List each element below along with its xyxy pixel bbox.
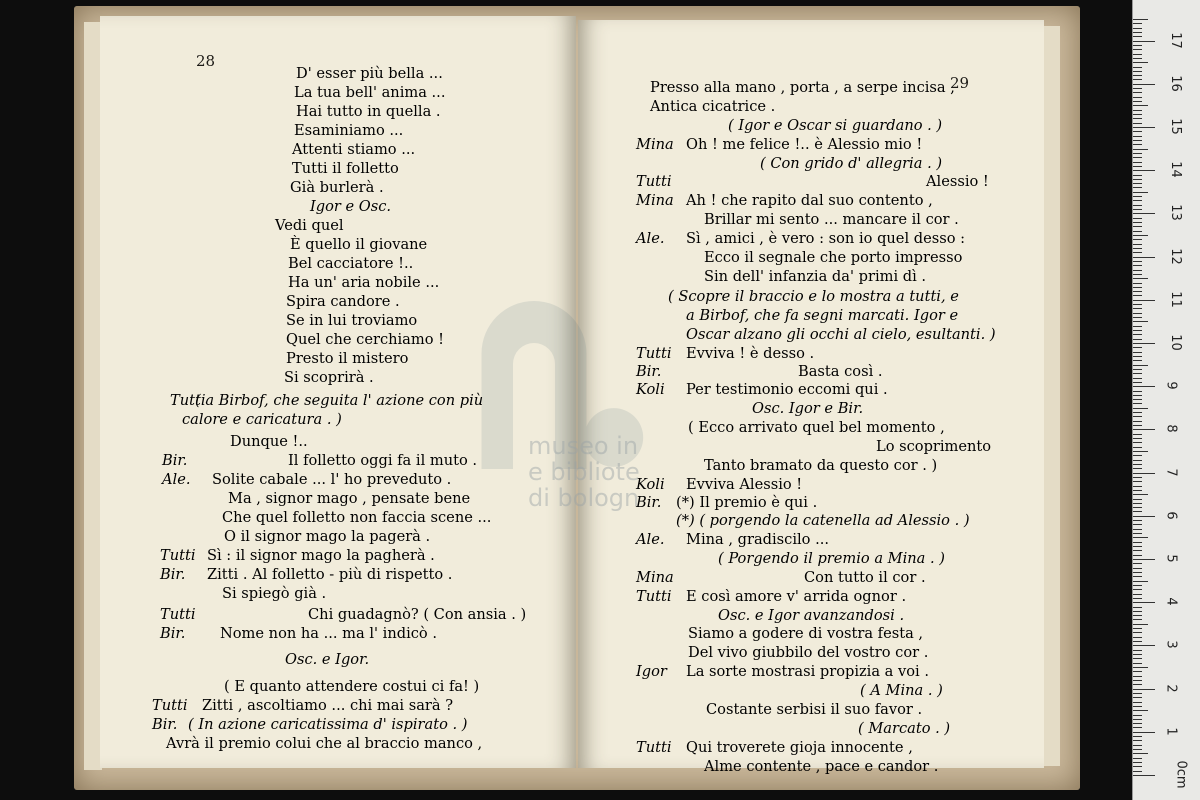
ruler-tick <box>1133 455 1142 456</box>
ruler-tick <box>1133 23 1142 24</box>
ruler-label: 14 <box>1167 161 1183 178</box>
ruler-tick <box>1133 680 1142 681</box>
ruler-tick <box>1133 658 1142 659</box>
left-page-line: Si scoprirà . <box>284 369 374 386</box>
left-page-line: ( In azione caricatissima d' ispirato . ) <box>188 716 468 733</box>
ruler-label: 12 <box>1167 247 1183 265</box>
ruler-tick <box>1133 149 1148 150</box>
ruler-tick <box>1133 352 1142 353</box>
left-page-line: Quel che cerchiamo ! <box>286 331 445 348</box>
ruler-tick <box>1133 503 1142 504</box>
right-page-line: ( A Mina . ) <box>860 682 943 699</box>
speaker-label: Mina <box>636 569 674 586</box>
ruler-tick <box>1133 131 1142 132</box>
ruler-tick <box>1133 231 1142 232</box>
ruler-tick <box>1133 490 1142 491</box>
left-page-line: Ma , signor mago , pensate bene <box>228 490 471 507</box>
left-page-line: Ha un' aria nobile ... <box>288 274 440 291</box>
ruler-tick <box>1133 192 1148 193</box>
left-page-line: Sì : il signor mago la pagherà . <box>207 547 435 564</box>
ruler-tick <box>1133 758 1142 759</box>
right-page-line: ( Scopre il braccio e lo mostra a tutti, e <box>668 288 959 305</box>
ruler-tick <box>1133 589 1142 590</box>
right-page-line: Ah ! che rapito dal suo contento , <box>686 192 933 209</box>
ruler-tick <box>1133 442 1142 443</box>
ruler-label: 2 <box>1163 683 1179 693</box>
ruler-tick <box>1133 594 1142 595</box>
ruler-tick <box>1133 598 1142 599</box>
ruler-tick <box>1133 403 1142 404</box>
ruler-tick <box>1133 762 1142 763</box>
ruler-tick <box>1133 740 1142 741</box>
ruler-tick <box>1133 654 1142 655</box>
ruler-tick <box>1133 425 1142 426</box>
speaker-label: Bir. <box>636 494 662 511</box>
ruler-tick <box>1133 84 1155 85</box>
ruler-tick <box>1133 175 1142 176</box>
ruler-tick <box>1133 745 1142 746</box>
ruler-tick <box>1133 196 1142 197</box>
right-page-line: (*) ( porgendo la catenella ad Alessio . ) <box>676 512 970 529</box>
speaker-label: Tutti <box>636 588 672 605</box>
ruler-tick <box>1133 766 1142 767</box>
left-page-line: Dunque !.. <box>230 433 308 450</box>
ruler-tick <box>1133 684 1142 685</box>
ruler-tick <box>1133 429 1155 430</box>
left-page-line: Bel cacciatore !.. <box>288 255 414 272</box>
ruler-tick <box>1133 41 1155 42</box>
ruler-tick <box>1133 533 1142 534</box>
ruler-tick <box>1133 736 1142 737</box>
ruler-tick <box>1133 464 1142 465</box>
ruler-tick <box>1133 304 1142 305</box>
left-page-line: Tutti il folletto <box>292 160 399 177</box>
left-page-line: ( a Birbof, che seguita l' azione con più <box>195 392 484 409</box>
left-page-line: Osc. e Igor. <box>285 651 370 668</box>
ruler-tick <box>1133 179 1142 180</box>
left-page-line: Chi guadagnò? ( Con ansia . ) <box>308 606 527 623</box>
right-page-line: Del vivo giubbilo del vostro cor . <box>688 644 929 661</box>
ruler-tick <box>1133 667 1148 668</box>
speaker-label: Tutti <box>636 173 672 190</box>
ruler-tick <box>1133 205 1142 206</box>
right-page-line: Osc. Igor e Bir. <box>752 400 864 417</box>
ruler-label: 3 <box>1163 640 1179 650</box>
left-page-line: Nome non ha ... ma l' indicò . <box>220 625 437 642</box>
ruler-tick <box>1133 563 1142 564</box>
ruler-tick <box>1133 369 1142 370</box>
ruler-tick <box>1133 494 1148 495</box>
ruler-tick <box>1133 252 1142 253</box>
ruler-tick <box>1133 546 1142 547</box>
right-page-line: Ecco il segnale che porto impresso <box>704 249 963 266</box>
ruler-tick <box>1133 317 1142 318</box>
left-page-line: Si spiegò già . <box>222 585 327 602</box>
ruler-tick <box>1133 572 1142 573</box>
ruler-tick <box>1133 308 1142 309</box>
ruler-tick <box>1133 619 1142 620</box>
ruler-tick <box>1133 19 1148 20</box>
ruler-tick <box>1133 373 1142 374</box>
ruler-tick <box>1133 542 1142 543</box>
right-page-line: Alme contente , pace e candor . <box>704 758 939 775</box>
right-page-line: E così amore v' arrida ognor . <box>686 588 907 605</box>
ruler-tick <box>1133 468 1142 469</box>
speaker-label: Koli <box>636 381 665 398</box>
ruler-tick <box>1133 54 1142 55</box>
ruler-tick <box>1133 511 1142 512</box>
ruler-tick <box>1133 321 1148 322</box>
left-page-line: ( E quanto attendere costui ci fa! ) <box>224 678 480 695</box>
ruler-tick <box>1133 32 1142 33</box>
ruler-tick <box>1133 585 1142 586</box>
ruler-tick <box>1133 749 1142 750</box>
right-page-line: Sin dell' infanzia da' primi dì . <box>704 268 927 285</box>
left-page-line: D' esser più bella ... <box>296 65 443 82</box>
right-page-line: Qui troverete gioja innocente , <box>686 739 913 756</box>
right-page-line: Oh ! me felice !.. è Alessio mio ! <box>686 136 923 153</box>
ruler-tick <box>1133 771 1142 772</box>
ruler-tick <box>1133 278 1148 279</box>
ruler-tick <box>1133 49 1142 50</box>
right-page-line: ( Porgendo il premio a Mina . ) <box>718 550 945 567</box>
ruler-tick <box>1133 624 1148 625</box>
left-page-line: Esaminiamo ... <box>294 122 404 139</box>
ruler-tick <box>1133 118 1142 119</box>
ruler-tick <box>1133 360 1142 361</box>
ruler-tick <box>1133 347 1142 348</box>
ruler-tick <box>1133 36 1142 37</box>
ruler-tick <box>1133 645 1155 646</box>
watermark-line3: di bologn <box>528 484 640 512</box>
left-page-line: O il signor mago la pagerà . <box>224 528 431 545</box>
ruler-tick <box>1133 92 1142 93</box>
right-page-line: Oscar alzano gli occhi al cielo, esultanti. ) <box>686 326 996 343</box>
ruler-label: 7 <box>1163 467 1179 477</box>
ruler-tick <box>1133 67 1142 68</box>
ruler-tick <box>1133 555 1142 556</box>
speaker-label: Tutti <box>152 697 188 714</box>
ruler-tick <box>1133 79 1142 80</box>
watermark-line2: e bibliote <box>528 458 640 486</box>
ruler-tick <box>1133 671 1142 672</box>
ruler-tick <box>1133 602 1155 603</box>
ruler-tick <box>1133 615 1142 616</box>
ruler-tick <box>1133 689 1155 690</box>
scale-ruler <box>1132 0 1200 800</box>
watermark-line1: museo in <box>528 432 639 460</box>
ruler-tick <box>1133 727 1142 728</box>
ruler-tick <box>1133 676 1142 677</box>
ruler-tick <box>1133 632 1142 633</box>
left-page-line: La tua bell' anima ... <box>294 84 446 101</box>
right-page-line: Basta così . <box>798 363 883 380</box>
ruler-tick <box>1133 520 1142 521</box>
ruler-tick <box>1133 386 1155 387</box>
right-page-line: ( Marcato . ) <box>858 720 951 737</box>
speaker-label: Ale. <box>636 531 665 548</box>
ruler-tick <box>1133 88 1142 89</box>
ruler-tick <box>1133 382 1142 383</box>
ruler-tick <box>1133 706 1142 707</box>
right-page-line: Brillar mi sento ... mancare il cor . <box>704 211 959 228</box>
page-edges-right <box>1044 26 1060 766</box>
ruler-tick <box>1133 568 1142 569</box>
ruler-tick <box>1133 144 1142 145</box>
speaker-label: Igor <box>636 663 667 680</box>
page-number-right: 29 <box>950 74 970 92</box>
ruler-tick <box>1133 473 1155 474</box>
ruler-tick <box>1133 101 1142 102</box>
ruler-tick <box>1133 71 1142 72</box>
left-page-line: È quello il giovane <box>290 236 428 253</box>
ruler-label: 17 <box>1167 31 1183 49</box>
ruler-tick <box>1133 650 1142 651</box>
ruler-tick <box>1133 283 1142 284</box>
ruler-tick <box>1133 330 1142 331</box>
ruler-tick <box>1133 516 1155 517</box>
ruler-tick <box>1133 261 1142 262</box>
right-page-line: Con tutto il cor . <box>804 569 926 586</box>
left-page-line: Attenti stiamo ... <box>292 141 416 158</box>
ruler-tick <box>1133 244 1142 245</box>
right-page-line: ( Igor e Oscar si guardano . ) <box>728 117 943 134</box>
ruler-tick <box>1133 697 1142 698</box>
ruler-label: 10 <box>1167 334 1183 351</box>
ruler-tick <box>1133 339 1142 340</box>
left-page-line: calore e caricatura . ) <box>182 411 342 428</box>
speaker-label: Bir. <box>152 716 178 733</box>
ruler-tick <box>1133 291 1142 292</box>
ruler-tick <box>1133 611 1142 612</box>
ruler-label: 13 <box>1167 204 1183 222</box>
speaker-label: Tutti <box>636 739 672 756</box>
ruler-tick <box>1133 45 1142 46</box>
ruler-tick <box>1133 416 1142 417</box>
right-page-line: Presso alla mano , porta , a serpe incisa , <box>650 79 955 96</box>
left-page-line: Presto il mistero <box>286 350 409 367</box>
right-page-line: Sì , amici , è vero : son io quel desso : <box>686 230 966 247</box>
speaker-label: Koli <box>636 476 665 493</box>
right-page-line: Per testimonio eccomi qui . <box>686 381 888 398</box>
left-page-line: Zitti . Al folletto - più di rispetto . <box>207 566 453 583</box>
left-page-line: Spira candore . <box>286 293 400 310</box>
ruler-tick <box>1133 114 1142 115</box>
speaker-label: Tutti <box>170 392 206 409</box>
ruler-tick <box>1133 209 1142 210</box>
right-page-line: Evviva Alessio ! <box>686 476 803 493</box>
left-page-line: Solite cabale ... l' ho preveduto . <box>212 471 452 488</box>
left-page-line: Che quel folletto non faccia scene ... <box>222 509 492 526</box>
ruler-tick <box>1133 265 1142 266</box>
ruler-tick <box>1133 581 1148 582</box>
ruler-tick <box>1133 326 1142 327</box>
speaker-label: Mina <box>636 136 674 153</box>
ruler-tick <box>1133 421 1142 422</box>
ruler-tick <box>1133 391 1142 392</box>
left-page-line: Già burlerà . <box>290 179 384 196</box>
right-page-line: a Birbof, che fa segni marcati. Igor e <box>686 307 959 324</box>
ruler-tick <box>1133 477 1142 478</box>
speaker-label: Ale. <box>162 471 191 488</box>
ruler-tick <box>1133 226 1142 227</box>
ruler-tick <box>1133 110 1142 111</box>
ruler-tick <box>1133 58 1142 59</box>
left-page-line: Il folletto oggi fa il muto . <box>288 452 478 469</box>
ruler-tick <box>1133 200 1142 201</box>
ruler-tick <box>1133 170 1155 171</box>
ruler-tick <box>1133 270 1142 271</box>
ruler-tick <box>1133 97 1142 98</box>
ruler-tick <box>1133 365 1148 366</box>
ruler-tick <box>1133 257 1155 258</box>
ruler-tick <box>1133 637 1142 638</box>
ruler-tick <box>1133 300 1155 301</box>
ruler-tick <box>1133 434 1142 435</box>
ruler-tick <box>1133 607 1142 608</box>
ruler-tick <box>1133 187 1142 188</box>
ruler-tick <box>1133 628 1142 629</box>
right-page-line: Antica cicatrice . <box>650 98 776 115</box>
ruler-label: 15 <box>1167 118 1183 135</box>
ruler-tick <box>1133 136 1142 137</box>
ruler-tick <box>1133 166 1142 167</box>
right-page-line: ( Con grido d' allegria . ) <box>760 155 943 172</box>
ruler-tick <box>1133 222 1142 223</box>
ruler-tick <box>1133 507 1142 508</box>
ruler-tick <box>1133 732 1155 733</box>
ruler-tick <box>1133 481 1142 482</box>
ruler-tick <box>1133 715 1142 716</box>
ruler-tick <box>1133 550 1142 551</box>
ruler-tick <box>1133 62 1148 63</box>
right-page-line: Mina , gradiscilo ... <box>686 531 829 548</box>
ruler-tick <box>1133 775 1155 776</box>
speaker-label: Tutti <box>636 345 672 362</box>
speaker-label: Bir. <box>160 566 186 583</box>
ruler-tick <box>1133 447 1142 448</box>
ruler-label: 9 <box>1163 381 1179 390</box>
ruler-tick <box>1133 123 1142 124</box>
ruler-tick <box>1133 127 1155 128</box>
ruler-tick <box>1133 408 1148 409</box>
ruler-label: 11 <box>1167 291 1183 308</box>
ruler-tick <box>1133 183 1142 184</box>
ruler-tick <box>1133 399 1142 400</box>
ruler-label: 5 <box>1163 554 1179 563</box>
speaker-label: Tutti <box>160 547 196 564</box>
speaker-label: Bir. <box>162 452 188 469</box>
left-page-line: Se in lui troviamo <box>286 312 418 329</box>
ruler-tick <box>1133 239 1142 240</box>
ruler-tick <box>1133 559 1155 560</box>
right-page-line: Alessio ! <box>926 173 989 190</box>
ruler-tick <box>1133 451 1148 452</box>
ruler-tick <box>1133 499 1142 500</box>
ruler-label: 8 <box>1163 424 1179 434</box>
ruler-tick <box>1133 213 1155 214</box>
left-page-line: Zitti , ascoltiamo ... chi mai sarà ? <box>202 697 454 714</box>
right-page-line: Osc. e Igor avanzandosi . <box>718 607 905 624</box>
ruler-tick <box>1133 140 1142 141</box>
ruler-tick <box>1133 28 1142 29</box>
ruler-tick <box>1133 313 1142 314</box>
speaker-label: Bir. <box>160 625 186 642</box>
ruler-tick <box>1133 248 1142 249</box>
left-page-line: Vedi quel <box>275 217 344 234</box>
ruler-tick <box>1133 702 1142 703</box>
right-page-line: La sorte mostrasi propizia a voi . <box>686 663 929 680</box>
ruler-tick <box>1133 356 1142 357</box>
right-page-line: ( Ecco arrivato quel bel momento , <box>688 419 945 436</box>
speaker-label: Ale. <box>636 230 665 247</box>
ruler-tick <box>1133 343 1155 344</box>
left-page-line: Avrà il premio colui che al braccio manco , <box>166 735 483 752</box>
ruler-tick <box>1133 235 1148 236</box>
right-page-line: Siamo a godere di vostra festa , <box>688 625 924 642</box>
ruler-tick <box>1133 723 1142 724</box>
ruler-tick <box>1133 157 1142 158</box>
speaker-label: Tutti <box>160 606 196 623</box>
right-page-line: Evviva ! è desso . <box>686 345 815 362</box>
ruler-label: 6 <box>1163 511 1179 520</box>
ruler-tick <box>1133 395 1142 396</box>
ruler-tick <box>1133 75 1142 76</box>
page-number-left: 28 <box>196 52 216 70</box>
ruler-tick <box>1133 412 1142 413</box>
ruler-tick <box>1133 162 1142 163</box>
ruler-tick <box>1133 710 1148 711</box>
ruler-tick <box>1133 529 1142 530</box>
ruler-label: 16 <box>1167 75 1183 92</box>
ruler-label: 4 <box>1163 597 1179 606</box>
ruler-tick <box>1133 378 1142 379</box>
ruler-tick <box>1133 438 1142 439</box>
ruler-tick <box>1133 576 1142 577</box>
right-page-line: (*) Il premio è qui . <box>676 494 818 511</box>
ruler-tick <box>1133 641 1142 642</box>
ruler-tick <box>1133 218 1142 219</box>
ruler-tick <box>1133 105 1148 106</box>
left-page-line: Igor e Osc. <box>310 198 392 215</box>
ruler-tick <box>1133 537 1148 538</box>
left-page-line: Hai tutto in quella . <box>296 103 441 120</box>
ruler-tick <box>1133 274 1142 275</box>
speaker-label: Mina <box>636 192 674 209</box>
right-page-line: Costante serbisi il suo favor . <box>706 701 923 718</box>
ruler-label: 1 <box>1163 727 1179 736</box>
ruler-tick <box>1133 663 1142 664</box>
ruler-tick <box>1133 486 1142 487</box>
ruler-tick <box>1133 524 1142 525</box>
speaker-label: Bir. <box>636 363 662 380</box>
ruler-tick <box>1133 287 1142 288</box>
ruler-tick <box>1133 334 1142 335</box>
ruler-tick <box>1133 753 1148 754</box>
ruler-tick <box>1133 693 1142 694</box>
ruler-tick <box>1133 295 1142 296</box>
right-page-line: Lo scoprimento <box>876 438 992 455</box>
ruler-tick <box>1133 719 1142 720</box>
ruler-tick <box>1133 460 1142 461</box>
ruler-tick <box>1133 153 1142 154</box>
ruler-label: 0cm <box>1173 760 1189 789</box>
right-page-line: Tanto bramato da questo cor . ) <box>704 457 938 474</box>
